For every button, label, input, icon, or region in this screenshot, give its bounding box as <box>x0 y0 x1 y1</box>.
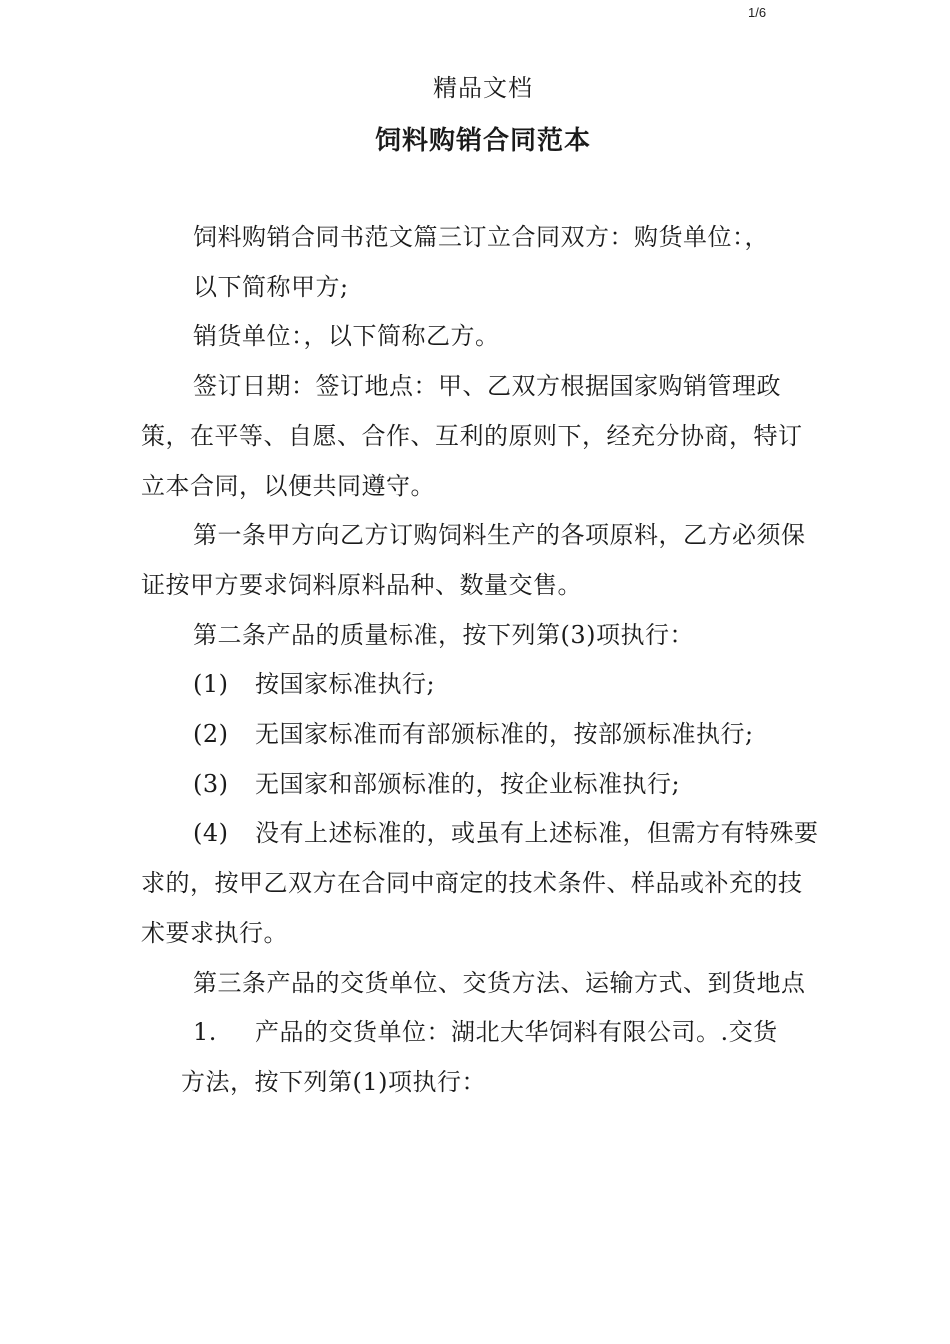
list-item-number: (4) <box>193 819 229 848</box>
document-title: 饲料购销合同范本 <box>374 126 591 156</box>
paragraph-buyer-abbrev: 以下简称甲方; <box>193 272 349 301</box>
list-item <box>141 660 821 710</box>
paragraph-article-1: 第一条甲方向乙方订购饲料生产的各项原料，乙方必须保证按甲方要求饲料原料品种、数量交售。 <box>141 521 806 599</box>
list-item-text: 无国家和部颁标准的，按企业标准执行; <box>255 769 681 798</box>
list-item-text: 无国家标准而有部颁标准的，按部颁标准执行; <box>255 720 754 749</box>
list-item-number: (2) <box>193 720 229 749</box>
page-number: 1/6 <box>748 5 767 20</box>
list-item-number: (1) <box>193 670 229 699</box>
list-item-text: 没有上述标准的，或虽有上述标准，但需方有特殊要求的，按甲乙双方在合同中商定的技术条件、样品或补充的技术要求执行。 <box>141 819 819 947</box>
paragraph-signing: 签订日期：签订地点：甲、乙双方根据国家购销管理政策，在平等、自愿、合作、互利的原则下，经充分协商，特订立本合同，以便共同遵守。 <box>141 372 803 500</box>
list-item-number: 1. <box>193 1018 217 1047</box>
list-item <box>141 809 821 958</box>
list-item <box>141 760 821 810</box>
list-item <box>141 1008 821 1058</box>
list-item-continuation: 方法，按下列第(1)项执行： <box>181 1067 486 1096</box>
paragraph-parties: 饲料购销合同书范文篇三订立合同双方：购货单位：， <box>193 223 769 251</box>
list-item-text: 按国家标准执行; <box>255 670 436 699</box>
document-body <box>141 213 821 1108</box>
list-item-number: (3) <box>193 769 229 798</box>
paragraph-article-2: 第二条产品的质量标准，按下列第(3)项执行： <box>193 620 694 649</box>
list-item <box>141 710 821 760</box>
list-item-text: 产品的交货单位：湖北大华饲料有限公司。.交货 <box>255 1018 778 1047</box>
paragraph-article-3: 第三条产品的交货单位、交货方法、运输方式、到货地点 <box>193 968 806 997</box>
paragraph-seller: 销货单位：，以下简称乙方。 <box>193 322 500 351</box>
header-label: 精品文档 <box>433 74 533 102</box>
